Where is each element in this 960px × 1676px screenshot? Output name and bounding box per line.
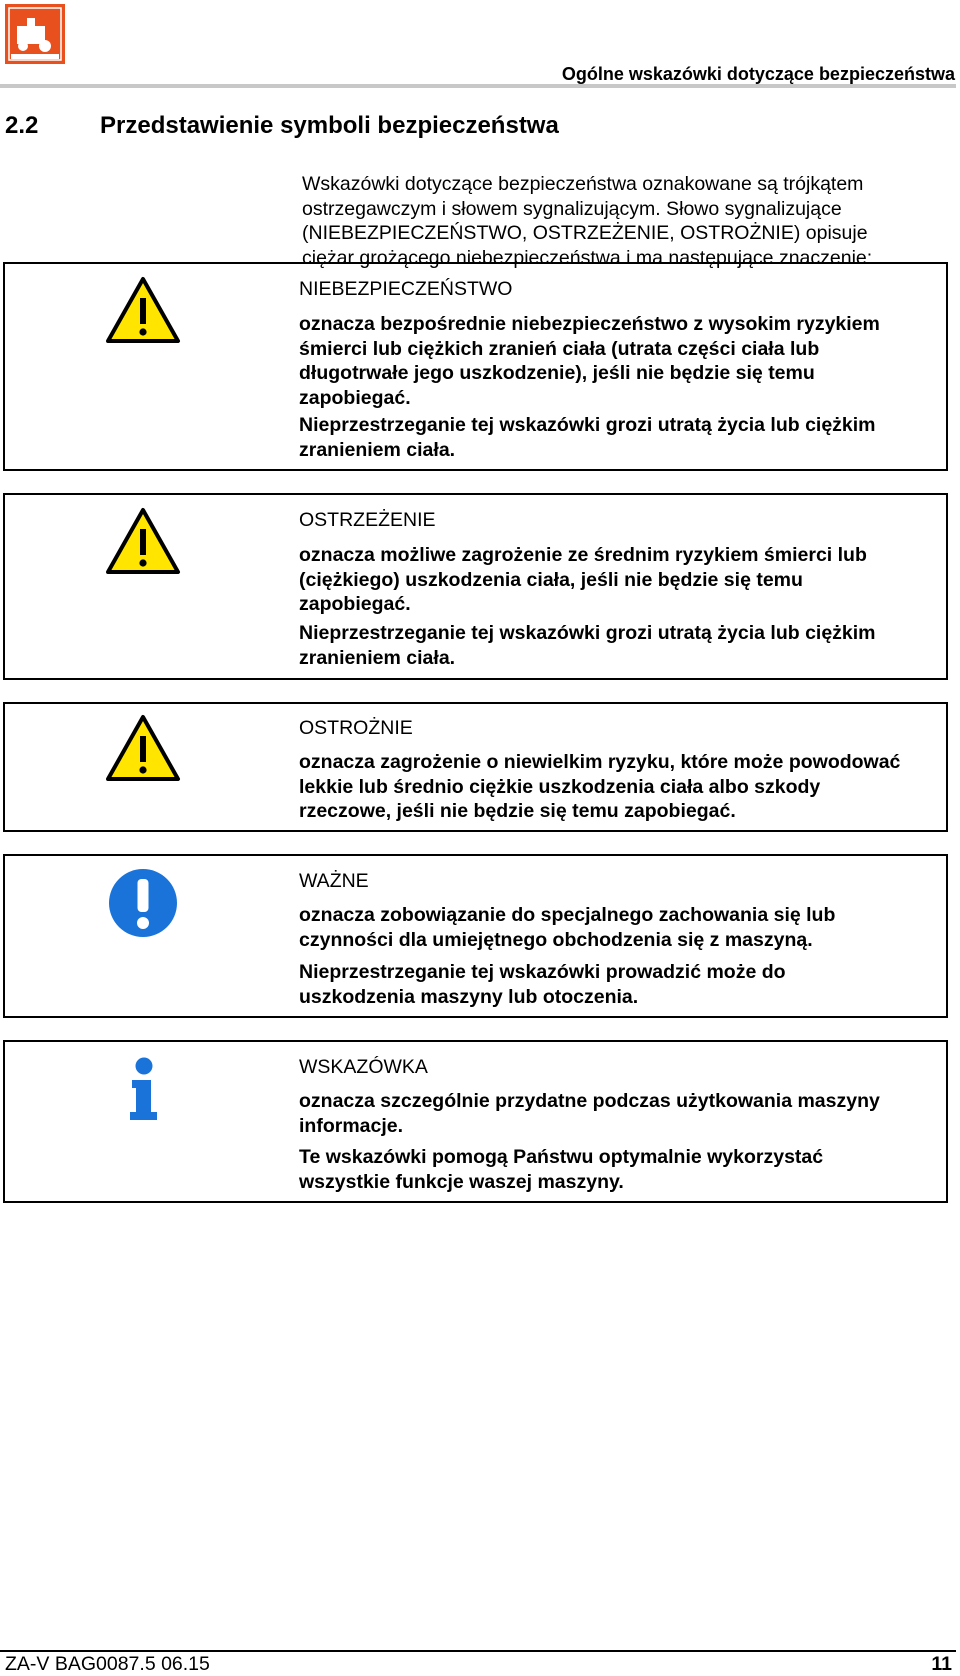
text-line: czynności dla umiejętnego obchodzenia się z maszyną. xyxy=(299,928,813,951)
box-paragraph xyxy=(299,960,786,1009)
box-title: OSTRZEŻENIE xyxy=(299,509,436,531)
footer-rule xyxy=(0,1650,956,1652)
text-line: długotrwałe jego uszkodzenie), jeśli nie będzie się temu xyxy=(299,362,815,384)
box-title: WAŻNE xyxy=(299,870,369,892)
text-line: zapobiegać. xyxy=(299,386,411,409)
box-title: NIEBEZPIECZEŃSTWO xyxy=(299,278,513,300)
header-rule xyxy=(0,84,956,88)
text-line: Nieprzestrzeganie tej wskazówki grozi utratą życia lub ciężkim xyxy=(299,622,876,644)
text-line: oznacza zagrożenie o niewielkim ryzyku, które może powodować xyxy=(299,751,901,773)
section-number: 2.2 xyxy=(5,112,39,139)
section-title: Przedstawienie symboli bezpieczeństwa xyxy=(100,112,559,139)
text-line: lekkie lub średnio ciężkie uszkodzenia ciała albo szkody xyxy=(299,775,821,798)
text-line: zranieniem ciała. xyxy=(299,646,456,669)
box-title: WSKAZÓWKA xyxy=(299,1056,428,1078)
box-paragraph xyxy=(299,1089,880,1138)
text-line: oznacza możliwe zagrożenie ze średnim ryzykiem śmierci lub xyxy=(299,544,867,566)
box-title: OSTROŻNIE xyxy=(299,717,413,739)
intro-paragraph xyxy=(302,172,957,270)
text-line: Nieprzestrzeganie tej wskazówki grozi utratą życia lub ciężkim xyxy=(299,414,876,436)
text-line: Nieprzestrzeganie tej wskazówki prowadzić może do xyxy=(299,961,786,983)
footer-doc-ref: ZA-V BAG0087.5 06.15 xyxy=(5,1653,210,1675)
intro-line: ostrzegawczym i słowem sygnalizującym. Słowo sygnalizujące xyxy=(302,197,842,220)
text-line: śmierci lub ciężkich zranień ciała (utrata części ciała lub xyxy=(299,337,820,360)
text-line: zranieniem ciała. xyxy=(299,438,456,461)
text-line: oznacza bezpośrednie niebezpieczeństwo z wysokim ryzykiem xyxy=(299,313,880,335)
text-line: oznacza zobowiązanie do specjalnego zachowania się lub xyxy=(299,904,836,926)
text-line: uszkodzenia maszyny lub otoczenia. xyxy=(299,985,639,1008)
warning-triangle-icon xyxy=(105,507,181,575)
warning-triangle-icon xyxy=(105,714,181,782)
box-paragraph xyxy=(299,621,876,670)
box-paragraph xyxy=(299,312,880,410)
box-paragraph xyxy=(299,750,900,824)
info-icon xyxy=(124,1057,164,1123)
text-line: wszystkie funkcje waszej maszyny. xyxy=(299,1170,624,1193)
box-paragraph xyxy=(299,903,835,952)
exclamation-circle-icon xyxy=(108,868,178,938)
intro-line: Wskazówki dotyczące bezpieczeństwa oznakowane są trójkątem xyxy=(302,173,864,195)
text-line: zapobiegać. xyxy=(299,593,411,615)
text-line: informacje. xyxy=(299,1114,404,1137)
amazone-logo xyxy=(5,4,65,64)
text-line: Te wskazówki pomogą Państwu optymalnie wykorzystać xyxy=(299,1146,824,1168)
text-line: (ciężkiego) uszkodzenia ciała, jeśli nie będzie się temu xyxy=(299,568,803,591)
intro-line: (NIEBEZPIECZEŃSTWO, OSTRZEŻENIE, OSTROŻNIE) opisuje xyxy=(302,222,868,244)
box-paragraph xyxy=(299,1145,823,1194)
page-number: 11 xyxy=(931,1653,952,1675)
box-paragraph xyxy=(299,413,876,462)
text-line: rzeczowe, jeśli nie będzie się temu zapobiegać. xyxy=(299,800,736,822)
box-paragraph xyxy=(299,543,867,617)
warning-triangle-icon xyxy=(105,276,181,344)
running-head: Ogólne wskazówki dotyczące bezpieczeństwa xyxy=(561,64,955,84)
text-line: oznacza szczególnie przydatne podczas użytkowania maszyny xyxy=(299,1090,880,1112)
intro-line: ciężar grożącego niebezpieczeństwa i ma następujące znaczenie: xyxy=(302,246,873,269)
